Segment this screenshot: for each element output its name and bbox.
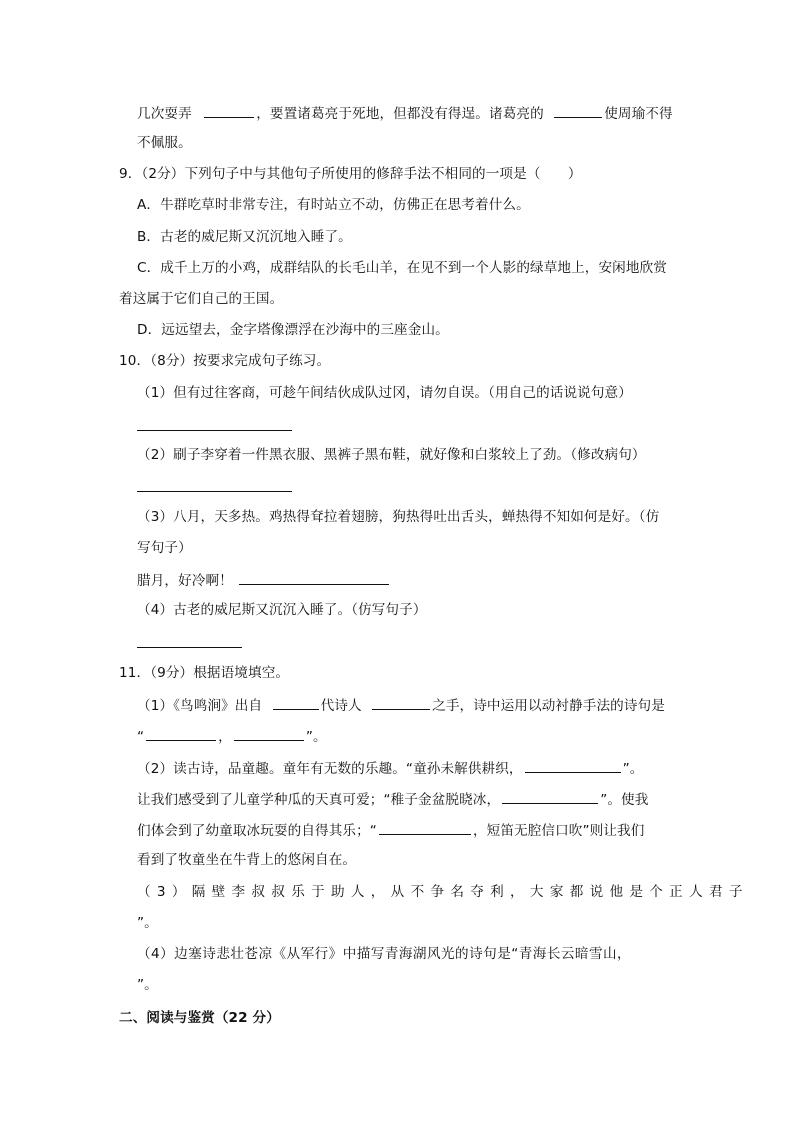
q11-item-2-cont-3: 看到了牧童坐在牛背上的悠闲自在。 — [137, 852, 357, 868]
q10-item-3-cont: 写句子） — [137, 540, 192, 556]
answer-blank[interactable] — [273, 694, 319, 710]
q11-item-3-cont: ”。 — [137, 915, 158, 931]
q10-stem: 10．（8分）按要求完成句子练习。 — [119, 353, 331, 369]
q11-text: ”。 — [622, 761, 644, 777]
q10-prompt-text: 腊月，好冷啊！ — [137, 573, 233, 589]
answer-blank[interactable] — [204, 102, 254, 118]
q11-text: ”。 — [305, 729, 327, 745]
q8-text: 使周瑜不得 — [604, 106, 673, 122]
q10-item-3-answer — [137, 569, 391, 591]
answer-blank[interactable] — [379, 819, 471, 835]
q9-option-c-cont: 着这属于它们自己的王国。 — [119, 291, 284, 307]
q8-line-2: 不佩服。 — [137, 135, 192, 151]
q11-text: 们体会到了幼童取冰玩耍的自得其乐；“ — [137, 823, 377, 839]
q11-text: 之手，诗中运用以动衬静手法的诗句是 — [432, 698, 665, 714]
answer-blank[interactable] — [146, 725, 216, 741]
answer-line[interactable] — [137, 491, 292, 492]
q9-option-b: B．古老的威尼斯又沉沉地入睡了。 — [137, 229, 352, 245]
q11-text: （2）读古诗，品童趣。童年有无数的乐趣。“童孙未解供耕织， — [137, 761, 523, 777]
q9-option-d: D．远远望去，金字塔像漂浮在沙海中的三座金山。 — [137, 322, 449, 338]
q10-item-4: （4）古老的威尼斯又沉沉入睡了。（仿写句子） — [137, 602, 427, 618]
answer-blank[interactable] — [372, 694, 430, 710]
q8-text: ，要置诸葛亮于死地，但都没有得逞。诸葛亮的 — [256, 106, 544, 122]
q8-text: 几次耍弄 — [137, 106, 192, 122]
q9-option-c: C．成千上万的小鸡，成群结队的长毛山羊，在见不到一个人影的绿草地上，安闲地欣赏 — [137, 260, 667, 276]
q8-line-1 — [137, 102, 673, 124]
q11-text: （1）《鸟鸣涧》出自 — [137, 698, 263, 714]
q10-item-2: （2）刷子李穿着一件黑衣服、黑裤子黑布鞋，就好像和白浆较上了劲。（修改病句） — [137, 447, 646, 463]
answer-blank[interactable] — [525, 757, 621, 773]
q11-text: ， — [218, 729, 232, 745]
q11-item-2-cont-2 — [137, 819, 644, 841]
q11-text: ”。使我 — [600, 792, 649, 808]
q11-text: 代诗人 — [320, 698, 362, 714]
q11-item-2 — [137, 757, 643, 779]
section-heading: 二、阅读与鉴赏（22 分） — [119, 1010, 280, 1026]
answer-blank[interactable] — [502, 788, 598, 804]
q11-item-1 — [137, 694, 665, 716]
answer-blank[interactable] — [234, 725, 304, 741]
answer-line[interactable] — [137, 647, 242, 648]
q11-item-1-cont — [137, 725, 327, 747]
q9-stem: 9．（2分）下列句子中与其他句子所使用的修辞手法不相同的一项是（ ） — [119, 166, 582, 182]
q11-item-3: （3）隔壁李叔叔乐于助人，从不争名夺利，大家都说他是个正人君子 — [137, 884, 749, 900]
answer-line[interactable] — [137, 430, 292, 431]
q9-option-a: A．牛群吃草时非常专注，有时站立不动，仿佛正在思考着什么。 — [137, 197, 530, 213]
q10-item-1: （1）但有过往客商，可趁午间结伙成队过冈，请勿自误。（用自己的话说说句意） — [137, 385, 632, 401]
q11-item-4: （4）边塞诗悲壮苍凉《从军行》中描写青海湖风光的诗句是“青海长云暗雪山， — [137, 946, 632, 962]
q11-text: 让我们感受到了儿童学种瓜的天真可爱；“稚子金盆脱晓冰， — [137, 792, 501, 808]
q11-item-4-cont: ”。 — [137, 977, 158, 993]
answer-blank[interactable] — [554, 102, 602, 118]
q11-stem: 11．（9分）根据语境填空。 — [119, 665, 290, 681]
q11-item-2-cont-1 — [137, 788, 648, 810]
answer-blank[interactable] — [239, 569, 389, 585]
q11-text: ，短笛无腔信口吹”则让我们 — [472, 823, 645, 839]
q11-text: “ — [137, 729, 145, 745]
q10-item-3: （3）八月，天多热。鸡热得耷拉着翅膀，狗热得吐出舌头，蝉热得不知如何是好。（仿 — [137, 509, 660, 525]
